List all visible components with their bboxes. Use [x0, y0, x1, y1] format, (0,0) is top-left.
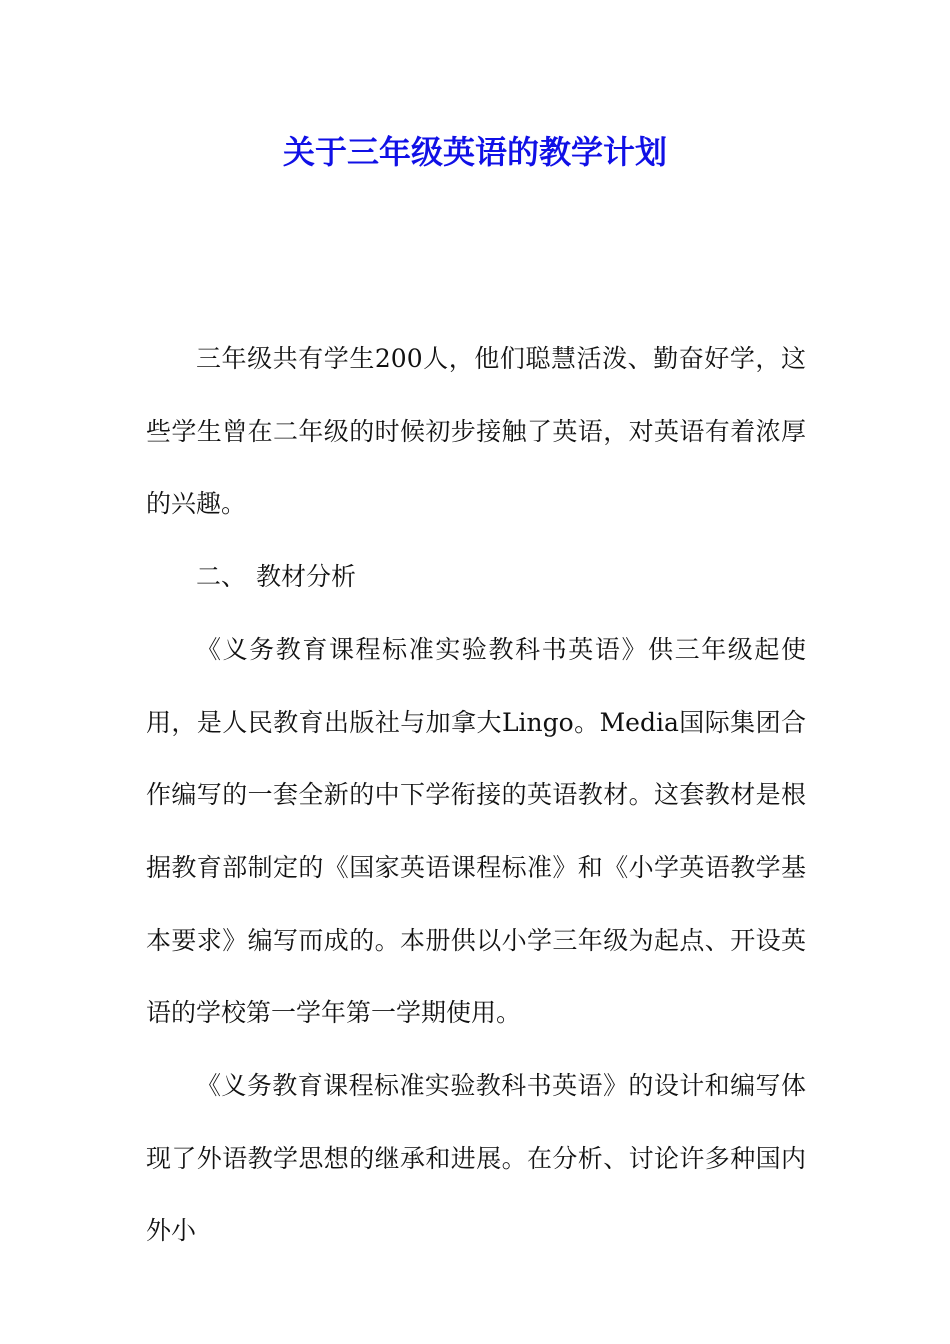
document-body: [146, 323, 806, 1268]
paragraph-textbook-intro: 《义务教育课程标准实验教科书英语》供三年级起使用，是人民教育出版社与加拿大Lingo。Media国际集团合作编写的一套全新的中下学衔接的英语教材。这套教材是根据教育部制定的《国家英语课程标准》和《小学英语教学基本要求》编写而成的。本册供以小学三年级为起点、开设英语的学校第一学年第一学期使用。: [146, 634, 806, 1028]
document-title: 关于三年级英语的教学计划: [282, 133, 667, 171]
section-title: 教材分析: [256, 562, 357, 592]
paragraph-textbook-design: 《义务教育课程标准实验教科书英语》的设计和编写体现了外语教学思想的继承和进展。在分析、讨论许多种国内外小: [146, 1071, 806, 1246]
section-heading-textbook-analysis: [146, 541, 806, 614]
paragraph-student-overview: 三年级共有学生200人，他们聪慧活泼、勤奋好学，这些学生曾在二年级的时候初步接触了英语，对英语有着浓厚的兴趣。: [146, 344, 806, 519]
section-number: 二、: [196, 562, 247, 592]
